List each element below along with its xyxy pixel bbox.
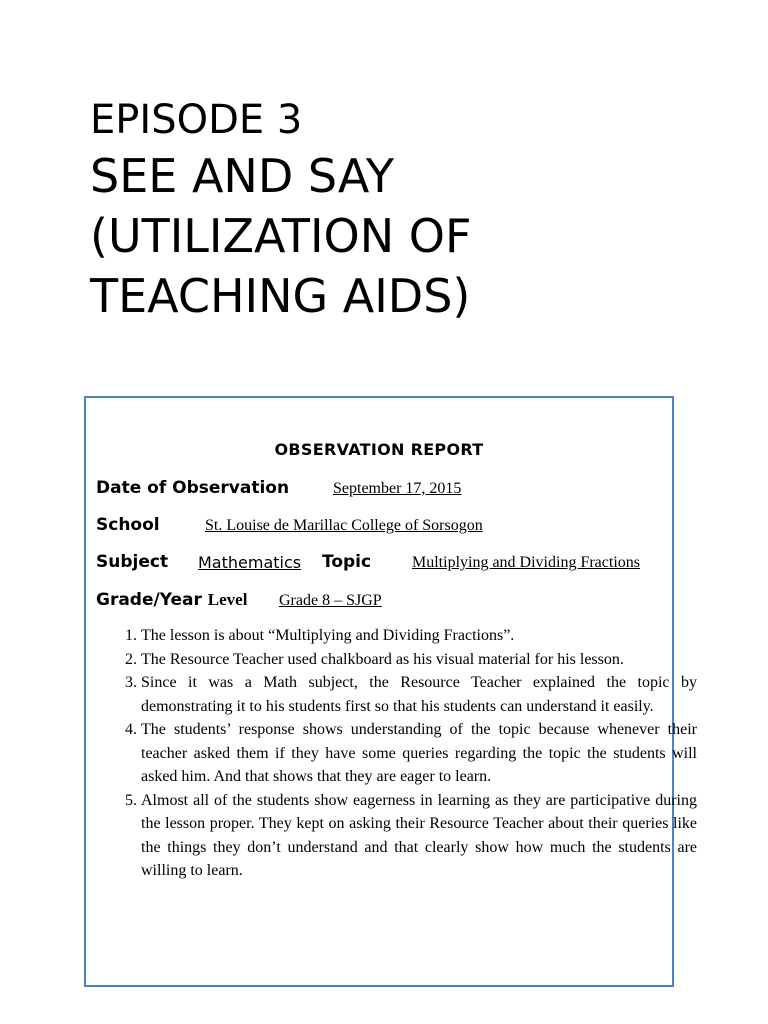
grade-row (96, 590, 247, 610)
topic-value: Multiplying and Dividing Fractions (412, 554, 640, 571)
school-label: School (96, 515, 160, 535)
grade-value: Grade 8 – SJGP (279, 592, 382, 609)
subject-value: Mathematics (198, 553, 302, 572)
title-block (90, 94, 471, 326)
main-title-line-1: SEE AND SAY (90, 149, 394, 203)
episode-title: EPISODE 3 (90, 97, 303, 143)
observation-report-box (84, 396, 697, 987)
observation-list (110, 624, 697, 883)
observation-item: 1. The lesson is about “Multiplying and Dividing Fractions”. (141, 624, 697, 648)
observation-item: 3. Since it was a Math subject, the Resource Teacher explained the topic by demonstrating it to his students first so that his students can understand it easily. (141, 671, 697, 718)
report-heading: OBSERVATION REPORT (274, 440, 484, 459)
date-label: Date of Observation (96, 478, 290, 498)
observation-item: 5. Almost all of the students show eagerness in learning as they are participative during the lesson proper. They kept on asking their Resource Teacher about their queries like the things they don’t understand and that clearly show how much the students are willing to learn. (141, 789, 697, 883)
subject-label: Subject (96, 552, 169, 572)
grade-label: Grade/Year (96, 590, 202, 610)
school-value: St. Louise de Marillac College of Sorsogon (205, 517, 483, 534)
main-title-line-3: TEACHING AIDS) (90, 269, 471, 323)
date-value: September 17, 2015 (333, 480, 462, 497)
level-label: Level (207, 590, 248, 609)
topic-label: Topic (322, 552, 372, 572)
observation-item: 4. The students’ response shows understanding of the topic because whenever their teacher asked them if they have some queries regarding the topic the students will asked him. And that shows that they are eager to learn. (141, 718, 697, 789)
main-title-line-2: (UTILIZATION OF (90, 209, 472, 263)
observation-item: 2. The Resource Teacher used chalkboard as his visual material for his lesson. (141, 648, 697, 672)
